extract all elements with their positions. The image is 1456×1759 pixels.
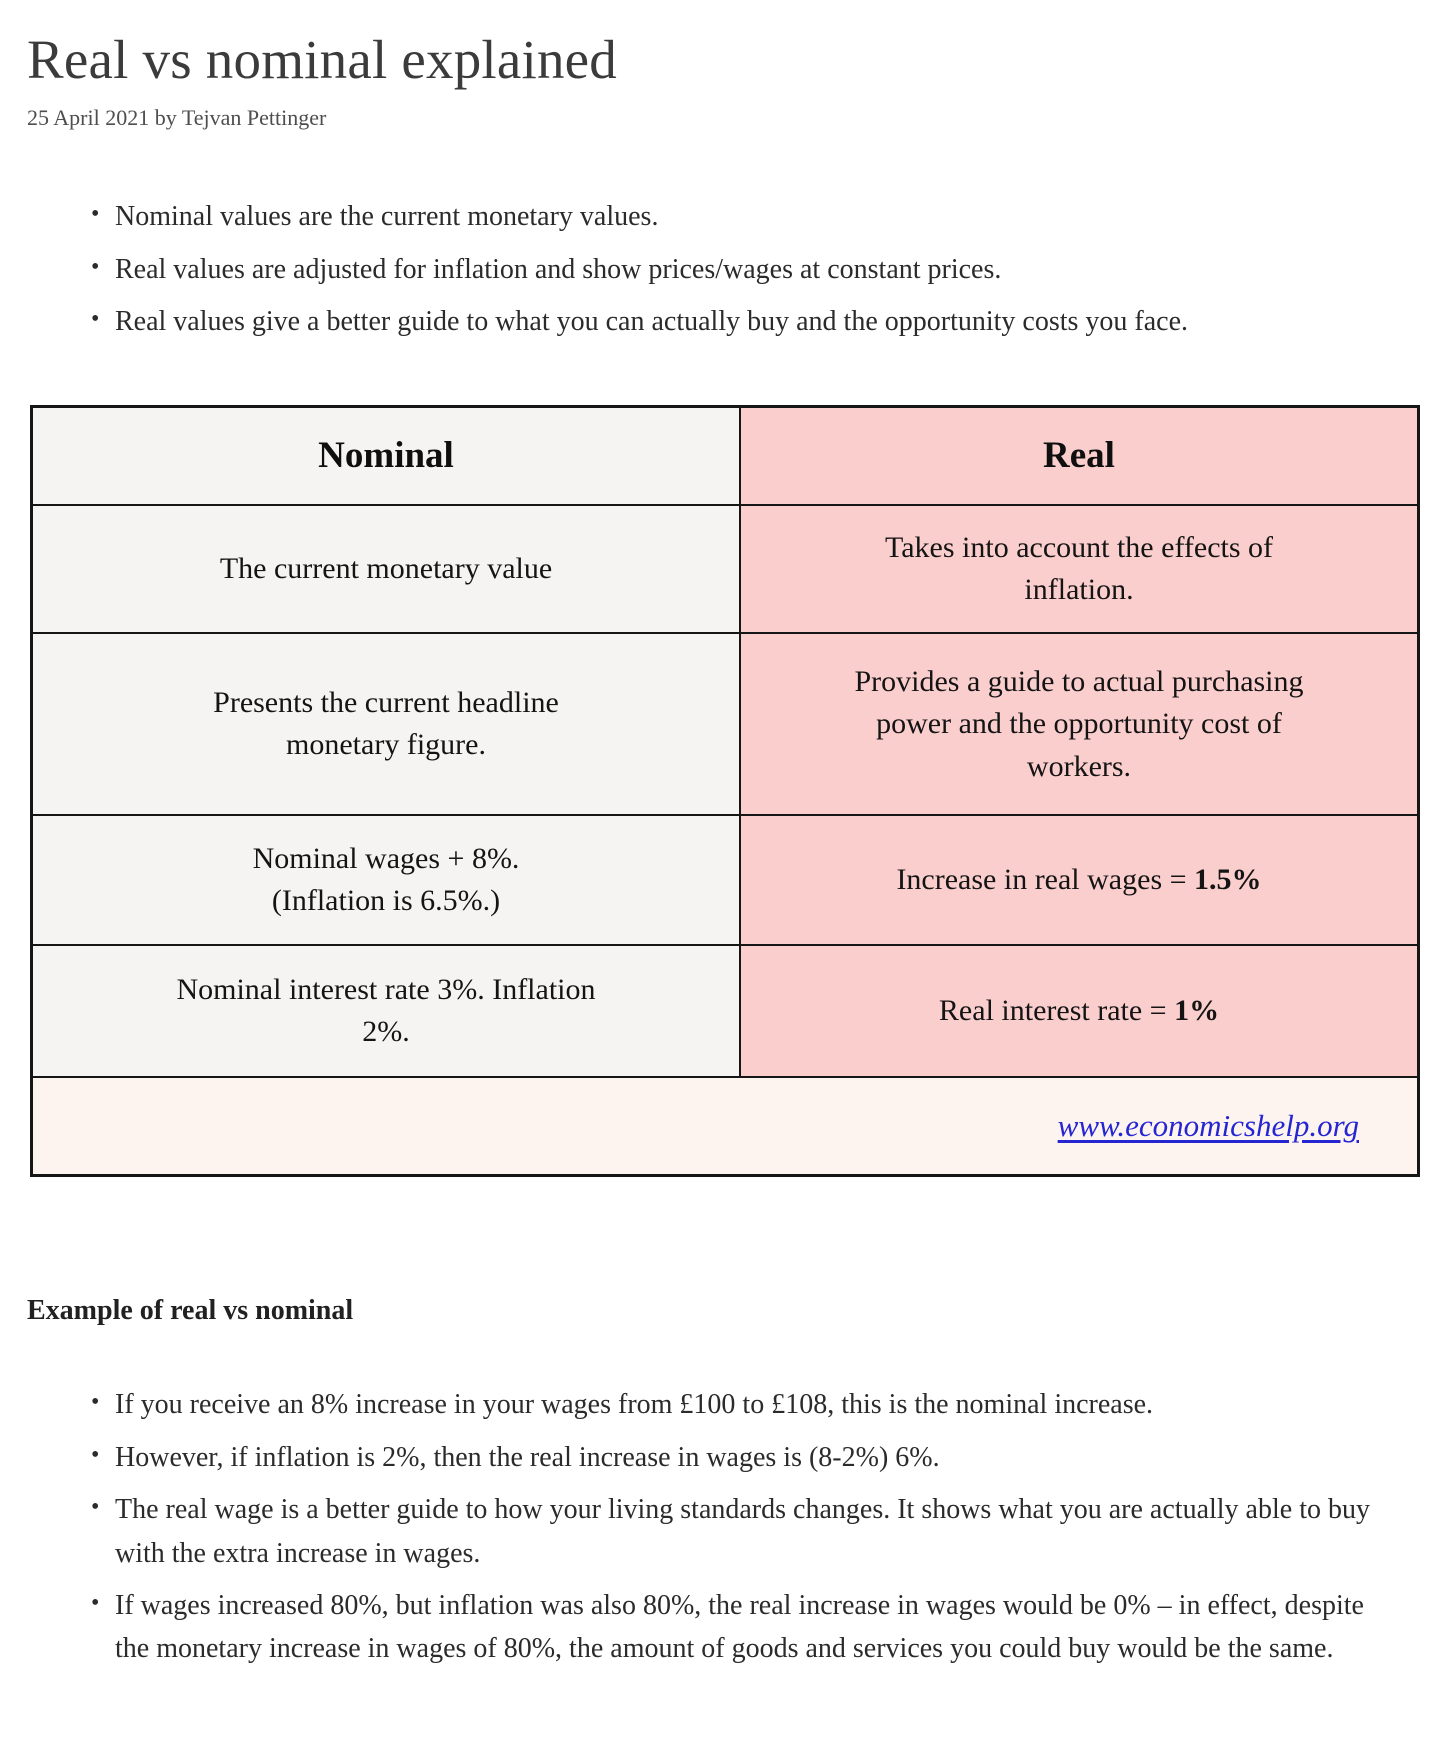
example-bullet-3: • The real wage is a better guide to how your living standards changes. It shows what you are actually able to buy with the extra increase in wages.	[89, 1488, 1394, 1575]
table-cell-line: Nominal wages + 8%.	[252, 841, 520, 875]
table-cell-line: monetary figure.	[286, 728, 486, 762]
example-bullet-list	[27, 1383, 1419, 1670]
table-cell-line: (Inflation is 6.5%.)	[271, 884, 501, 918]
table-row	[739, 816, 1417, 946]
table-cell-line: Provides a guide to actual purchasing	[854, 664, 1304, 698]
table-row	[33, 506, 739, 634]
example-bullet-1: • If you receive an 8% increase in your wages from £100 to £108, this is the nominal increase.	[89, 1383, 1394, 1426]
table-header-nominal	[33, 408, 739, 506]
section-heading: Example of real vs nominal	[27, 1295, 354, 1327]
table-cell-line	[939, 990, 1219, 1033]
table-row	[33, 816, 739, 946]
page-title: Real vs nominal explained	[27, 29, 617, 90]
table-footer	[33, 1078, 1417, 1174]
table-cell-line	[896, 859, 1261, 902]
table-cell-line: inflation.	[1024, 573, 1134, 607]
nominal-vs-real-comparison-table	[30, 405, 1420, 1177]
example-bullet-4: • If wages increased 80%, but inflation was also 80%, the real increase in wages would be 0% – in effect, despite the monetary increase in wages of 80%, the amount of goods and services you could buy would be the same.	[89, 1584, 1394, 1671]
table-header-label: Nominal	[318, 435, 454, 477]
table-cell-line: Nominal interest rate 3%. Inflation	[176, 972, 596, 1006]
byline: 25 April 2021 by Tejvan Pettinger	[27, 105, 327, 131]
real-interest-text: Real interest rate =	[938, 994, 1175, 1028]
intro-bullet-1: • Nominal values are the current monetary values.	[89, 195, 1394, 238]
table-row	[739, 946, 1417, 1078]
table-row	[739, 506, 1417, 634]
real-wages-value: 1.5%	[1194, 863, 1262, 897]
example-bullet-2: • However, if inflation is 2%, then the real increase in wages is (8-2%) 6%.	[89, 1436, 1394, 1479]
real-wages-text: Increase in real wages =	[896, 863, 1195, 897]
table-row	[739, 634, 1417, 816]
table-cell-line: workers.	[1026, 749, 1132, 783]
table-cell-line: The current monetary value	[219, 552, 553, 586]
real-interest-value: 1%	[1174, 994, 1220, 1028]
table-row	[33, 634, 739, 816]
intro-bullet-2: • Real values are adjusted for inflation and show prices/wages at constant prices.	[89, 248, 1394, 291]
table-cell-line: power and the opportunity cost of	[876, 707, 1282, 741]
table-row	[33, 946, 739, 1078]
table-cell-line: Presents the current headline	[213, 685, 559, 719]
table-header-real	[739, 408, 1417, 506]
table-cell-line: 2%.	[362, 1015, 410, 1049]
table-cell-line: Takes into account the effects of	[884, 530, 1274, 564]
economicshelp-link[interactable]: www.economicshelp.org	[1057, 1108, 1359, 1144]
intro-bullet-list	[27, 195, 1419, 343]
table-header-label: Real	[1043, 435, 1115, 477]
intro-bullet-3: • Real values give a better guide to what you can actually buy and the opportunity costs you face.	[89, 300, 1394, 343]
